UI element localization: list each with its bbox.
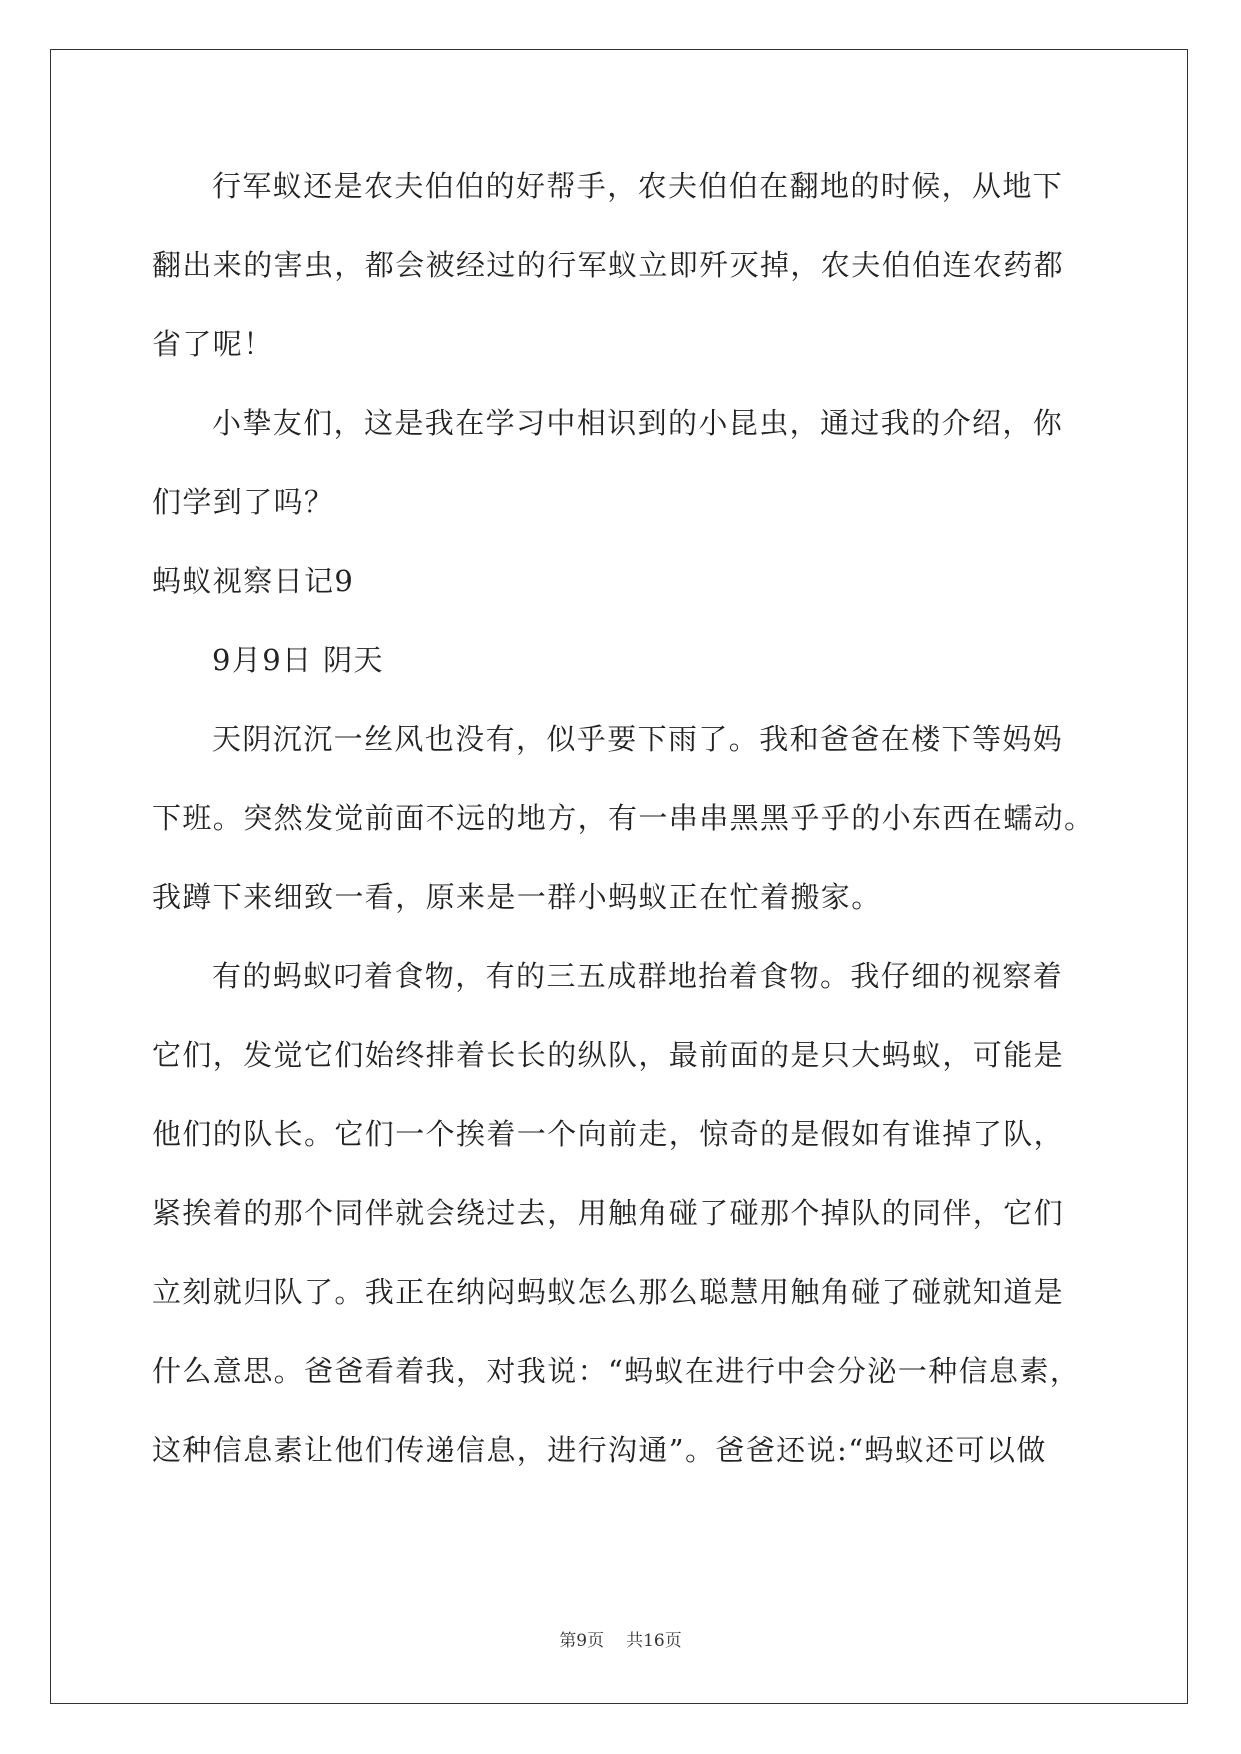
page-total: 共16页 — [626, 1631, 682, 1651]
text-line: 天阴沉沉一丝风也没有，似乎要下雨了。我和爸爸在楼下等妈妈 — [212, 722, 1064, 756]
text-line: 省了呢！ — [152, 327, 274, 361]
text-line: 小挚友们，这是我在学习中相识到的小昆虫，通过我的介绍，你 — [212, 406, 1064, 440]
text-line: 我蹲下来细致一看，原来是一群小蚂蚁正在忙着搬家。 — [152, 880, 882, 914]
text-line: 们学到了吗？ — [152, 485, 335, 519]
page-footer — [0, 1626, 1241, 1651]
text-line: 这种信息素让他们传递信息，进行沟通”。爸爸还说:“蚂蚁还可以做 — [152, 1433, 1047, 1467]
date-weather-line: 9月9日 阴天 — [212, 643, 384, 677]
text-line: 它们，发觉它们始终排着长长的纵队，最前面的是只大蚂蚁，可能是 — [152, 1038, 1065, 1072]
text-line: 什么意思。爸爸看着我，对我说：“蚂蚁在进行中会分泌一种信息素， — [152, 1354, 1081, 1388]
text-line: 紧挨着的那个同伴就会绕过去，用触角碰了碰那个掉队的同伴，它们 — [152, 1196, 1065, 1230]
section-heading: 蚂蚁视察日记9 — [152, 564, 355, 598]
page-number: 第9页 — [559, 1631, 605, 1651]
text-line: 翻出来的害虫，都会被经过的行军蚁立即歼灭掉，农夫伯伯连农药都 — [152, 248, 1065, 282]
text-line: 下班。突然发觉前面不远的地方，有一串串黑黑乎乎的小东西在蠕动。 — [152, 801, 1095, 835]
text-line: 他们的队长。它们一个挨着一个向前走，惊奇的是假如有谁掉了队， — [152, 1117, 1065, 1151]
text-line: 立刻就归队了。我正在纳闷蚂蚁怎么那么聪慧用触角碰了碰就知道是 — [152, 1275, 1065, 1309]
text-line: 行军蚁还是农夫伯伯的好帮手，农夫伯伯在翻地的时候，从地下 — [212, 169, 1064, 203]
text-line: 有的蚂蚁叼着食物，有的三五成群地抬着食物。我仔细的视察着 — [212, 959, 1064, 993]
